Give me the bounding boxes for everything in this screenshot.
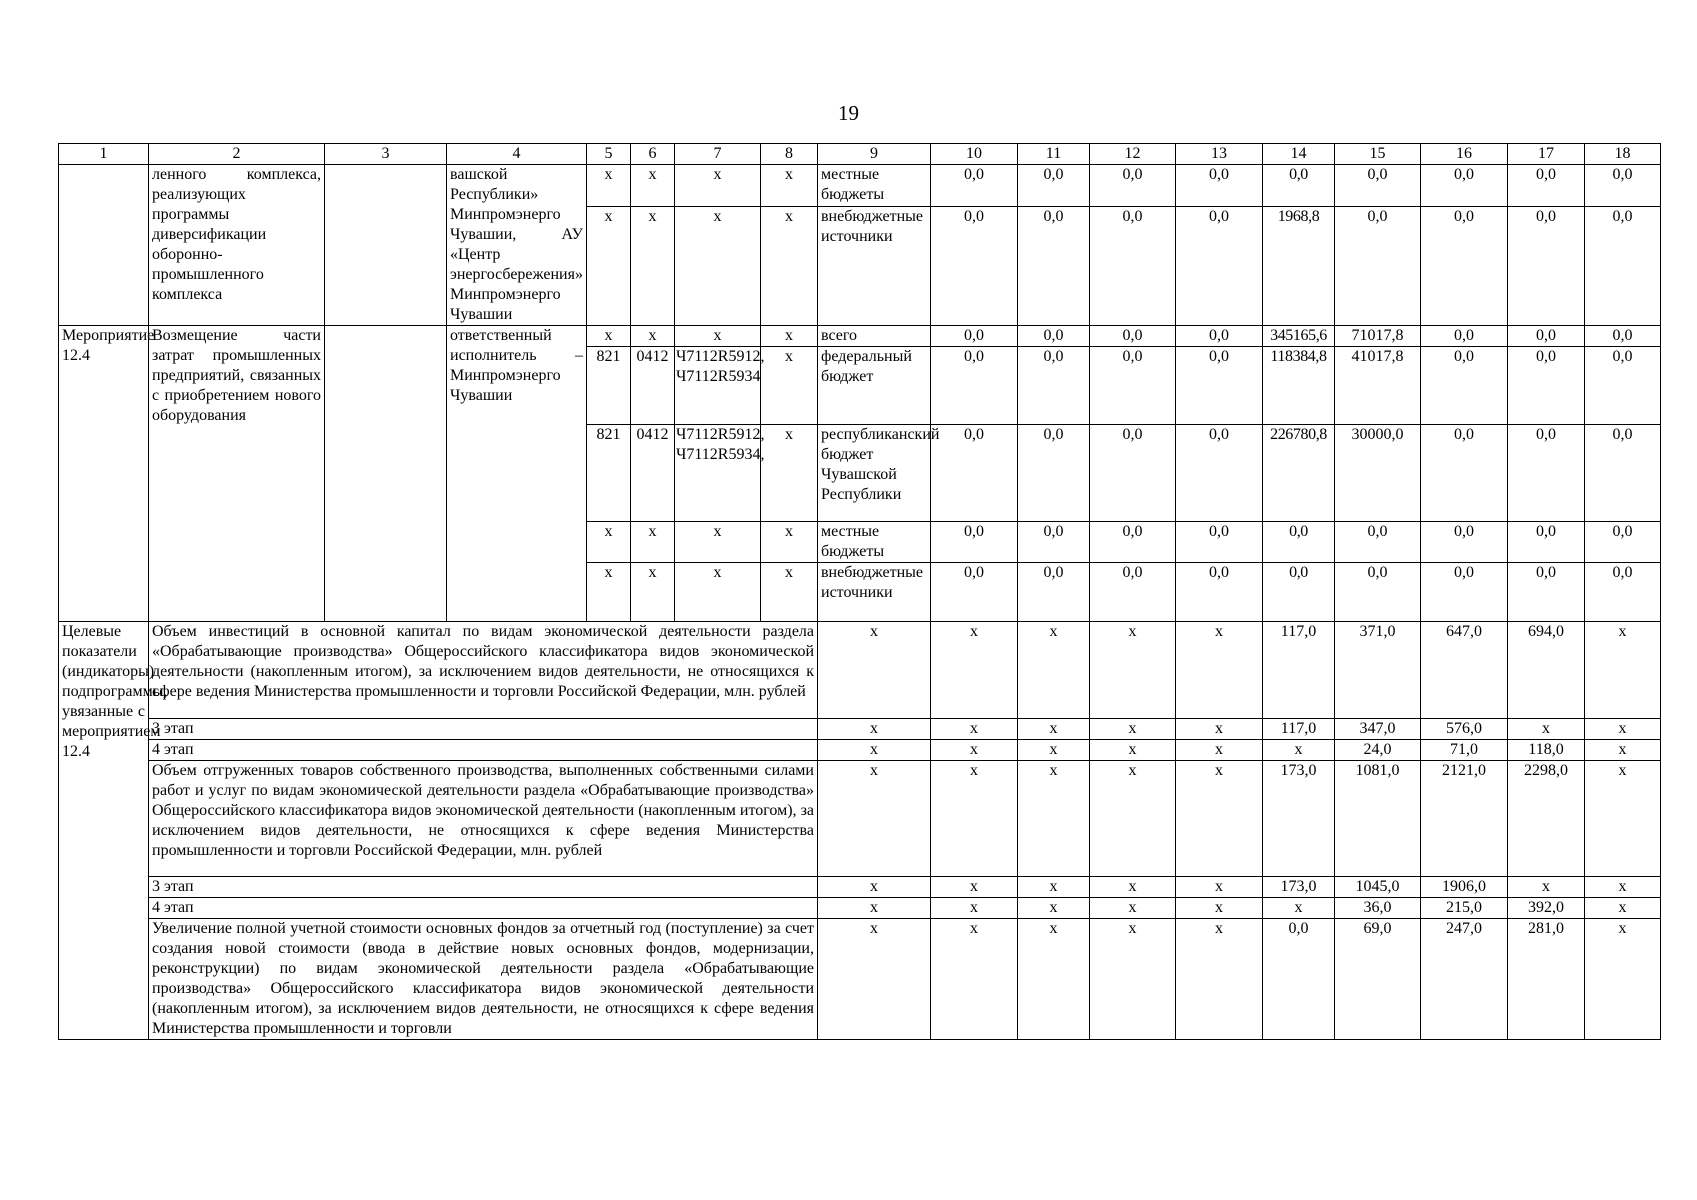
cell-pr: x — [631, 165, 675, 207]
cell-csr: x — [675, 207, 761, 326]
amount-cell: 0,0 — [931, 207, 1018, 326]
indicator-value: x — [818, 919, 931, 1040]
cell-csr: x — [675, 522, 761, 563]
indicator-value: x — [931, 877, 1018, 898]
indicator-text: Объем отгруженных товаров собственного производства, выполненных собственными силами работ и услуг по видам экономической деятельности раздела «Обрабатывающие производства» Общероссийского классификатора видов экономической деятельности (накопленным итогом), за исключением видов деятельности, не относящихся к сфере ведения Министерства промышленности и торговли Российской Федерации, млн. рублей — [149, 761, 818, 877]
column-number: 11 — [1018, 144, 1090, 165]
cell-pr: 0412 — [631, 425, 675, 522]
amount-cell: 0,0 — [1508, 347, 1585, 425]
column-number: 12 — [1090, 144, 1176, 165]
indicator-value: x — [1585, 877, 1661, 898]
indicator-value: 647,0 — [1421, 622, 1508, 719]
executor: вашской Республики» Минпромэнерго Чувашии, АУ «Центр энергосбережения» Минпромэнерго Чувашии — [447, 165, 587, 326]
cell-csr: x — [675, 165, 761, 207]
indicator-value: x — [1090, 622, 1176, 719]
indicator-text: 3 этап — [149, 877, 818, 898]
cell-rz: x — [587, 165, 631, 207]
amount-cell: 0,0 — [1335, 165, 1421, 207]
column-number: 5 — [587, 144, 631, 165]
indicator-value: 1045,0 — [1335, 877, 1421, 898]
cell-csr: Ч7112R5912, Ч7112R5934, — [675, 425, 761, 522]
indicator-value: x — [1176, 761, 1263, 877]
indicator-row — [59, 719, 1661, 740]
amount-cell: 0,0 — [1090, 563, 1176, 622]
amount-cell: 0,0 — [931, 326, 1018, 347]
indicator-value: 281,0 — [1508, 919, 1585, 1040]
amount-cell: 0,0 — [1421, 522, 1508, 563]
indicator-value: x — [1090, 740, 1176, 761]
amount-cell: 0,0 — [931, 347, 1018, 425]
indicator-row — [59, 740, 1661, 761]
indicator-value: x — [1508, 877, 1585, 898]
indicator-value: x — [818, 740, 931, 761]
indicator-value: 2298,0 — [1508, 761, 1585, 877]
amount-cell: 0,0 — [1585, 165, 1661, 207]
cell-pr: 0412 — [631, 347, 675, 425]
indicator-row — [59, 877, 1661, 898]
cell-empty — [325, 165, 447, 326]
indicator-value: x — [1018, 898, 1090, 919]
cell-pr: x — [631, 522, 675, 563]
amount-cell: 0,0 — [1585, 522, 1661, 563]
funding-source: внебюджетные источники — [818, 563, 931, 622]
column-number: 10 — [931, 144, 1018, 165]
indicator-value: 173,0 — [1263, 877, 1335, 898]
indicator-value: x — [931, 740, 1018, 761]
indicator-value: x — [1090, 919, 1176, 1040]
amount-cell: 226780,8 — [1263, 425, 1335, 522]
amount-cell: 0,0 — [1090, 207, 1176, 326]
cell-csr: x — [675, 563, 761, 622]
indicator-value: x — [1018, 622, 1090, 719]
indicator-value: x — [818, 877, 931, 898]
indicator-value: 694,0 — [1508, 622, 1585, 719]
column-number: 6 — [631, 144, 675, 165]
indicator-text: Увеличение полной учетной стоимости основных фондов за отчетный год (поступление) за счет создания новой стоимости (ввода в действие новых основных фондов, модернизации, реконструкции) по видам экономической деятельности раздела «Обрабатывающие производства» Общероссийского классификатора видов экономической деятельности (накопленным итогом), за исключением видов деятельности, не относящихся к сфере ведения Министерства промышленности и торговли — [149, 919, 818, 1040]
table-row — [59, 165, 1661, 207]
indicator-value: 576,0 — [1421, 719, 1508, 740]
amount-cell: 0,0 — [931, 425, 1018, 522]
amount-cell: 0,0 — [1263, 563, 1335, 622]
indicator-text: 4 этап — [149, 740, 818, 761]
amount-cell: 0,0 — [931, 522, 1018, 563]
indicator-value: x — [1176, 898, 1263, 919]
indicator-text: Объем инвестиций в основной капитал по видам экономической деятельности раздела «Обрабатывающие производства» Общероссийского классификатора видов экономической деятельности (накопленным итогом), за исключением видов деятельности, не относящихся к сфере ведения Министерства промышленности и торговли Российской Федерации, млн. рублей — [149, 622, 818, 719]
indicator-value: x — [1018, 919, 1090, 1040]
amount-cell: 0,0 — [1263, 165, 1335, 207]
amount-cell: 41017,8 — [1335, 347, 1421, 425]
indicator-value: x — [931, 622, 1018, 719]
column-number: 14 — [1263, 144, 1335, 165]
amount-cell: 0,0 — [1585, 563, 1661, 622]
indicator-value: x — [818, 898, 931, 919]
amount-cell: 0,0 — [1176, 207, 1263, 326]
indicator-value: x — [1585, 919, 1661, 1040]
amount-cell: 0,0 — [1176, 563, 1263, 622]
indicator-text: 3 этап — [149, 719, 818, 740]
indicator-value: 69,0 — [1335, 919, 1421, 1040]
amount-cell: 0,0 — [1090, 347, 1176, 425]
amount-cell: 0,0 — [1508, 563, 1585, 622]
amount-cell: 0,0 — [1176, 347, 1263, 425]
indicator-value: 24,0 — [1335, 740, 1421, 761]
amount-cell: 0,0 — [1421, 207, 1508, 326]
indicator-value: x — [931, 919, 1018, 1040]
column-number: 4 — [447, 144, 587, 165]
amount-cell: 0,0 — [1421, 326, 1508, 347]
cell-csr: x — [675, 326, 761, 347]
cell-rz: x — [587, 563, 631, 622]
column-number: 18 — [1585, 144, 1661, 165]
amount-cell: 30000,0 — [1335, 425, 1421, 522]
amount-cell: 345165,6 — [1263, 326, 1335, 347]
amount-cell: 0,0 — [1018, 563, 1090, 622]
amount-cell: 0,0 — [1176, 425, 1263, 522]
program-table — [58, 143, 1661, 1040]
amount-cell: 0,0 — [1508, 165, 1585, 207]
amount-cell: 0,0 — [1018, 165, 1090, 207]
indicator-row — [59, 919, 1661, 1040]
funding-source: всего — [818, 326, 931, 347]
indicator-value: 71,0 — [1421, 740, 1508, 761]
cell-pr: x — [631, 326, 675, 347]
cell-vr: x — [761, 425, 818, 522]
amount-cell: 0,0 — [1421, 165, 1508, 207]
indicator-value: 117,0 — [1263, 719, 1335, 740]
indicator-value: 1906,0 — [1421, 877, 1508, 898]
indicator-value: 1081,0 — [1335, 761, 1421, 877]
amount-cell: 0,0 — [1508, 326, 1585, 347]
amount-cell: 0,0 — [931, 165, 1018, 207]
amount-cell: 0,0 — [1176, 326, 1263, 347]
column-number: 3 — [325, 144, 447, 165]
amount-cell: 0,0 — [1018, 207, 1090, 326]
column-number: 17 — [1508, 144, 1585, 165]
funding-source: местные бюджеты — [818, 165, 931, 207]
indicator-value: x — [1263, 898, 1335, 919]
amount-cell: 0,0 — [1263, 522, 1335, 563]
amount-cell: 0,0 — [1090, 165, 1176, 207]
indicator-value: x — [1263, 740, 1335, 761]
indicator-value: x — [818, 622, 931, 719]
cell-rz: x — [587, 326, 631, 347]
cell-rz: x — [587, 207, 631, 326]
funding-source: местные бюджеты — [818, 522, 931, 563]
indicator-value: 215,0 — [1421, 898, 1508, 919]
cell-vr: x — [761, 165, 818, 207]
indicator-value: x — [1090, 761, 1176, 877]
amount-cell: 0,0 — [1335, 563, 1421, 622]
amount-cell: 0,0 — [1508, 522, 1585, 563]
indicator-value: x — [818, 761, 931, 877]
amount-cell: 0,0 — [1090, 425, 1176, 522]
indicator-value: 173,0 — [1263, 761, 1335, 877]
column-number: 7 — [675, 144, 761, 165]
indicator-value: 392,0 — [1508, 898, 1585, 919]
event-name: Возмещение части затрат промышленных предприятий, связанных с приобретением нового оборудования — [149, 326, 325, 622]
cell-rz: 821 — [587, 425, 631, 522]
amount-cell: 0,0 — [931, 563, 1018, 622]
indicator-row — [59, 898, 1661, 919]
indicator-value: x — [1176, 622, 1263, 719]
indicator-value: 117,0 — [1263, 622, 1335, 719]
indicator-value: 347,0 — [1335, 719, 1421, 740]
program-name: ленного комплекса, реализующих программы диверсификации оборонно-промышленного комплекса — [149, 165, 325, 326]
cell-csr: Ч7112R5912, Ч7112R5934 — [675, 347, 761, 425]
indicator-value: x — [1176, 740, 1263, 761]
cell-vr: x — [761, 207, 818, 326]
indicator-text: 4 этап — [149, 898, 818, 919]
cell-pr: x — [631, 563, 675, 622]
column-number: 16 — [1421, 144, 1508, 165]
amount-cell: 1968,8 — [1263, 207, 1335, 326]
indicator-row — [59, 622, 1661, 719]
indicator-value: x — [1176, 719, 1263, 740]
column-number: 13 — [1176, 144, 1263, 165]
indicator-value: x — [1585, 761, 1661, 877]
amount-cell: 0,0 — [1335, 207, 1421, 326]
indicator-row — [59, 761, 1661, 877]
column-number: 15 — [1335, 144, 1421, 165]
event-executor: ответственный исполнитель – Минпромэнерго Чувашии — [447, 326, 587, 622]
indicators-label: Целевые показатели (индикаторы) подпрограммы, увязанные с мероприятием 12.4 — [59, 622, 149, 1040]
amount-cell: 0,0 — [1018, 425, 1090, 522]
indicator-value: x — [1090, 719, 1176, 740]
amount-cell: 0,0 — [1018, 326, 1090, 347]
column-number: 2 — [149, 144, 325, 165]
indicator-value: x — [1018, 719, 1090, 740]
amount-cell: 0,0 — [1335, 522, 1421, 563]
amount-cell: 0,0 — [1176, 165, 1263, 207]
indicator-value: x — [1018, 740, 1090, 761]
amount-cell: 0,0 — [1585, 347, 1661, 425]
cell-rz: x — [587, 522, 631, 563]
amount-cell: 0,0 — [1018, 522, 1090, 563]
column-number: 9 — [818, 144, 931, 165]
cell-empty — [59, 165, 149, 326]
page-number: 19 — [838, 101, 859, 125]
column-number: 1 — [59, 144, 149, 165]
indicator-value: x — [931, 898, 1018, 919]
amount-cell: 118384,8 — [1263, 347, 1335, 425]
indicator-value: x — [931, 719, 1018, 740]
cell-vr: x — [761, 522, 818, 563]
indicator-value: 118,0 — [1508, 740, 1585, 761]
indicator-value: x — [1585, 740, 1661, 761]
amount-cell: 0,0 — [1421, 347, 1508, 425]
indicator-value: 0,0 — [1263, 919, 1335, 1040]
indicator-value: x — [1585, 719, 1661, 740]
indicator-value: 36,0 — [1335, 898, 1421, 919]
indicator-value: x — [1090, 898, 1176, 919]
amount-cell: 0,0 — [1176, 522, 1263, 563]
indicator-value: x — [1090, 877, 1176, 898]
indicator-value: 2121,0 — [1421, 761, 1508, 877]
column-number: 8 — [761, 144, 818, 165]
amount-cell: 0,0 — [1585, 207, 1661, 326]
amount-cell: 0,0 — [1421, 563, 1508, 622]
indicator-value: x — [818, 719, 931, 740]
indicator-value: x — [1508, 719, 1585, 740]
amount-cell: 0,0 — [1585, 326, 1661, 347]
event-label: Мероприятие 12.4 — [59, 326, 149, 622]
column-number-row — [59, 144, 1661, 165]
cell-pr: x — [631, 207, 675, 326]
indicator-value: 371,0 — [1335, 622, 1421, 719]
amount-cell: 0,0 — [1508, 425, 1585, 522]
amount-cell: 0,0 — [1508, 207, 1585, 326]
indicator-value: x — [1585, 898, 1661, 919]
funding-source: федеральный бюджет — [818, 347, 931, 425]
cell-vr: x — [761, 326, 818, 347]
amount-cell: 0,0 — [1090, 522, 1176, 563]
cell-empty — [325, 326, 447, 622]
indicator-value: x — [1585, 622, 1661, 719]
indicator-value: 247,0 — [1421, 919, 1508, 1040]
amount-cell: 71017,8 — [1335, 326, 1421, 347]
cell-rz: 821 — [587, 347, 631, 425]
amount-cell: 0,0 — [1018, 347, 1090, 425]
cell-vr: x — [761, 347, 818, 425]
cell-vr: x — [761, 563, 818, 622]
amount-cell: 0,0 — [1585, 425, 1661, 522]
table-row — [59, 326, 1661, 347]
funding-source: внебюджетные источники — [818, 207, 931, 326]
amount-cell: 0,0 — [1421, 425, 1508, 522]
indicator-value: x — [1018, 877, 1090, 898]
amount-cell: 0,0 — [1090, 326, 1176, 347]
indicator-value: x — [1176, 919, 1263, 1040]
indicator-value: x — [1018, 761, 1090, 877]
indicator-value: x — [931, 761, 1018, 877]
indicator-value: x — [1176, 877, 1263, 898]
funding-source: республиканский бюджет Чувашской Республики — [818, 425, 931, 522]
